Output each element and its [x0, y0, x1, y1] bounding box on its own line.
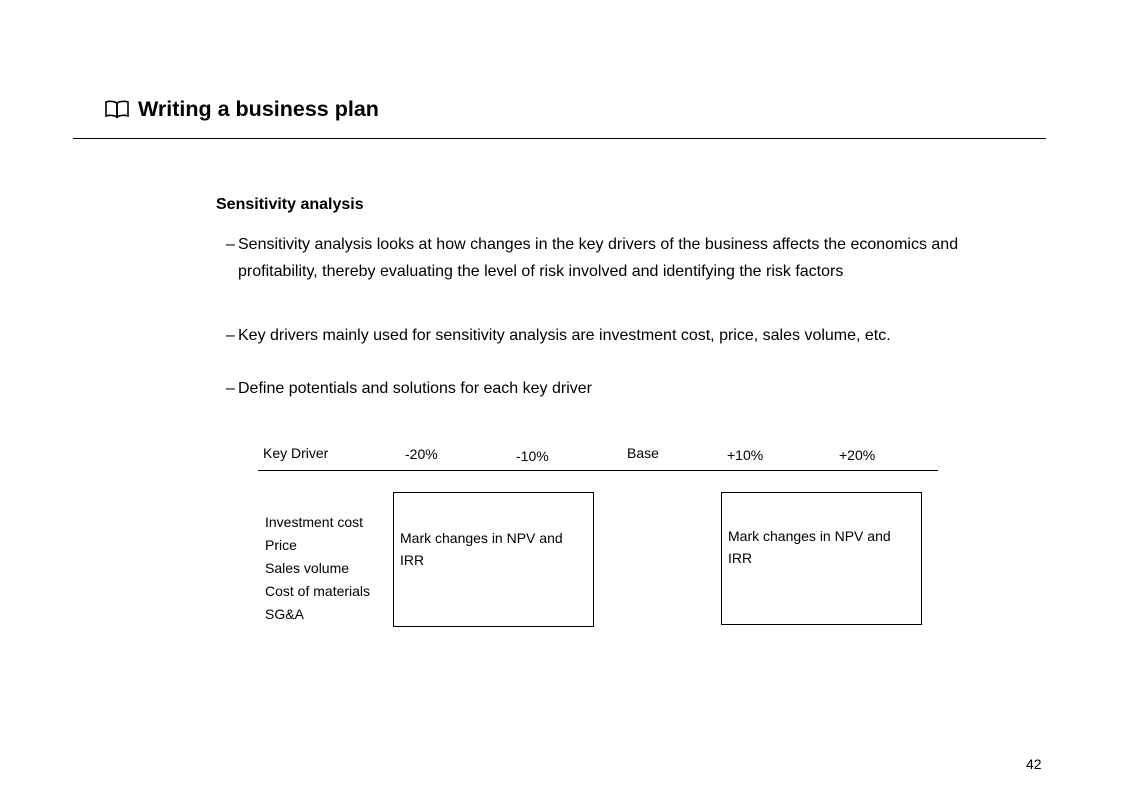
- title-bar: [104, 93, 379, 125]
- bullet-item: [226, 375, 996, 402]
- header-key-driver: Key Driver: [263, 445, 329, 461]
- positive-change-box: [721, 492, 922, 625]
- bullet-item: [226, 231, 996, 285]
- driver-item: Cost of materials: [265, 583, 371, 599]
- bullet-dash: –: [226, 236, 235, 253]
- header-minus-10: -10%: [516, 448, 549, 464]
- box-text: Mark changes in NPV and IRR: [728, 528, 891, 566]
- driver-list: [265, 511, 370, 626]
- driver-item: Sales volume: [265, 560, 350, 576]
- driver-item: Price: [265, 537, 297, 553]
- header-plus-20: +20%: [839, 447, 876, 463]
- bullet-dash: –: [226, 380, 235, 397]
- page-title: Writing a business plan: [138, 96, 379, 121]
- driver-item: Investment cost: [265, 514, 364, 530]
- bullet-text: Key drivers mainly used for sensitivity analysis are investment cost, price, sales volume, etc.: [238, 327, 891, 344]
- page-number: 42: [1026, 756, 1042, 772]
- bullet-item: [226, 322, 996, 349]
- section-heading: Sensitivity analysis: [216, 196, 364, 213]
- bullet-dash: –: [226, 327, 235, 344]
- table-header-rule: [258, 470, 938, 471]
- driver-item: SG&A: [265, 606, 304, 622]
- box-text: Mark changes in NPV and IRR: [400, 530, 563, 568]
- title-divider: [73, 138, 1046, 139]
- bullet-text: Sensitivity analysis looks at how changes in the key drivers of the business affects the economics and profitability, thereby evaluating the level of risk involved and identifying the risk factors: [238, 236, 959, 280]
- header-plus-10: +10%: [727, 447, 764, 463]
- header-base: Base: [627, 445, 659, 461]
- bullet-text: Define potentials and solutions for each key driver: [238, 380, 592, 397]
- book-icon: [104, 99, 130, 119]
- negative-change-box: [393, 492, 594, 627]
- header-minus-20: -20%: [405, 446, 438, 462]
